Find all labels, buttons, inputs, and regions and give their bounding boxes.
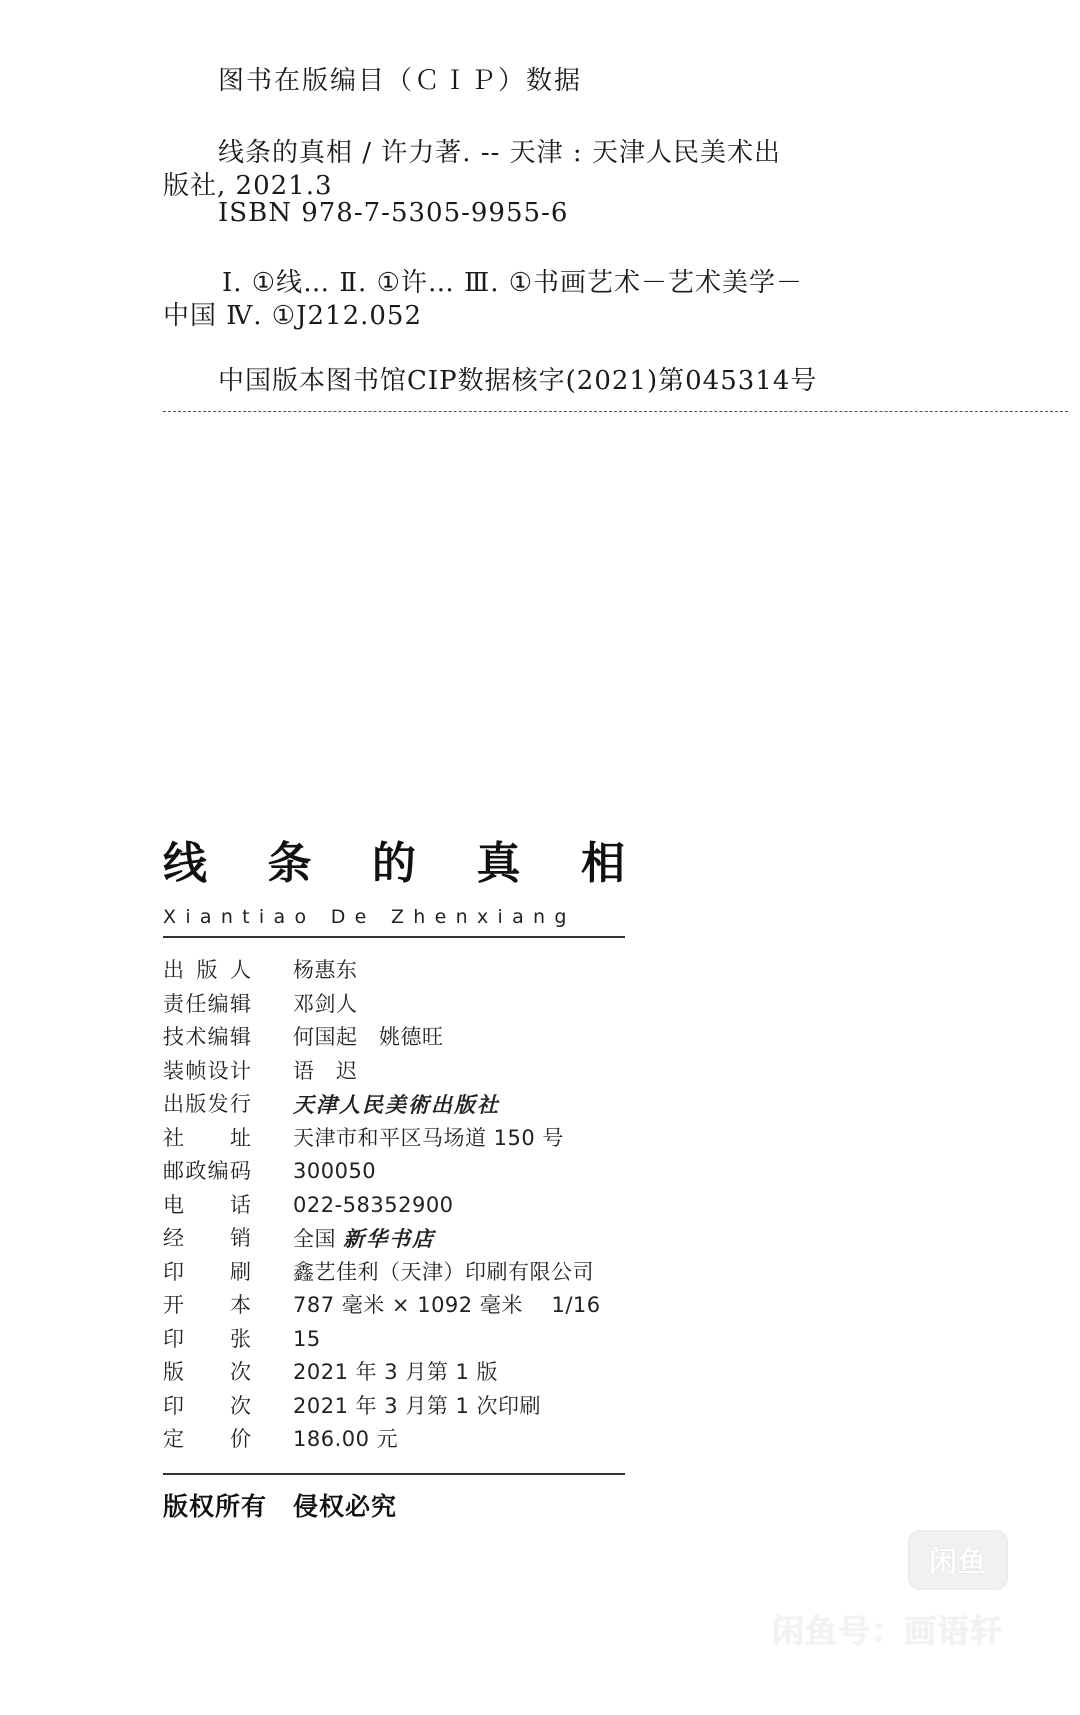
info-row	[163, 1088, 625, 1122]
info-label-char: 销	[230, 1226, 251, 1250]
info-row	[163, 1021, 625, 1055]
info-label-char: 次	[230, 1393, 251, 1418]
info-value: 何国起 姚德旺	[293, 1025, 444, 1049]
info-label-char: 版	[163, 1360, 184, 1384]
info-label	[163, 954, 251, 988]
info-label-char: 价	[230, 1427, 251, 1451]
colophon-bottom-rule	[163, 1473, 625, 1475]
info-row	[163, 1289, 625, 1323]
info-label-char: 版	[185, 1092, 207, 1116]
info-label	[163, 1256, 251, 1290]
info-label-char: 责	[163, 991, 184, 1016]
info-label-char: 定	[163, 1427, 184, 1451]
info-row	[163, 1155, 625, 1189]
copyright-part-1: 版权所有	[163, 1491, 268, 1521]
info-label-char: 政	[185, 1159, 207, 1183]
colophon-top-rule	[163, 936, 625, 938]
copyright-part-2: 侵权必究	[293, 1491, 398, 1521]
info-value: 2021 年 3 月第 1 次印刷	[293, 1393, 542, 1418]
info-label-char: 电	[163, 1192, 184, 1217]
colophon	[163, 838, 625, 1523]
cip-classification-line-2: 中国 Ⅳ. ①J212.052	[163, 301, 423, 331]
info-row	[163, 1055, 625, 1089]
watermark-text: 闲鱼号：画语轩	[772, 1612, 1004, 1650]
info-label-char: 术	[185, 1025, 207, 1049]
info-label	[163, 1289, 251, 1323]
info-label-char: 出	[163, 958, 184, 982]
info-label-char: 行	[229, 1092, 251, 1116]
info-value	[293, 1222, 435, 1256]
info-value: 15	[293, 1326, 321, 1351]
info-label-char: 计	[229, 1058, 251, 1083]
book-title	[163, 838, 625, 890]
info-label	[163, 1323, 251, 1357]
info-label-char: 发	[207, 1092, 229, 1116]
info-label-char: 次	[230, 1360, 251, 1384]
info-label-char: 辑	[229, 991, 251, 1016]
publication-info-table	[163, 954, 625, 1457]
info-label-char: 邮	[163, 1159, 184, 1183]
info-value: 186.00 元	[293, 1427, 399, 1451]
info-value: 022-58352900	[293, 1192, 454, 1217]
book-title-char: 的	[372, 838, 416, 889]
info-row	[163, 988, 625, 1022]
info-label-char: 印	[163, 1393, 184, 1418]
info-label-char: 出	[163, 1092, 184, 1116]
info-label-char: 本	[230, 1293, 251, 1317]
info-label-char: 话	[230, 1192, 251, 1217]
cip-classification-line-1: Ⅰ. ①线… Ⅱ. ①许… Ⅲ. ①书画艺术－艺术美学－	[222, 268, 804, 298]
info-value: 鑫艺佳利（天津）印刷有限公司	[293, 1259, 594, 1284]
info-label-char: 辑	[229, 1025, 251, 1049]
info-label-char: 开	[163, 1293, 184, 1317]
info-label-char: 码	[229, 1159, 251, 1183]
book-title-char: 条	[267, 838, 312, 889]
info-label-char: 经	[163, 1226, 184, 1250]
info-label-char: 印	[163, 1326, 184, 1351]
info-row	[163, 1323, 625, 1357]
info-label	[163, 1222, 251, 1256]
info-label-char: 社	[163, 1125, 184, 1150]
info-row	[163, 954, 625, 988]
info-row	[163, 1222, 625, 1256]
book-title-pinyin: Xiantiao De Zhenxiang	[163, 906, 576, 928]
info-label-char: 设	[207, 1058, 229, 1083]
book-title-char: 线	[163, 838, 207, 889]
copyright-notice	[163, 1487, 625, 1523]
info-label-char: 张	[230, 1326, 251, 1351]
info-value: 杨惠东	[293, 958, 358, 982]
info-label-char: 技	[163, 1025, 184, 1049]
info-value: 300050	[293, 1159, 377, 1183]
info-label	[163, 1021, 251, 1055]
info-label	[163, 1155, 251, 1189]
info-label-char: 编	[207, 1025, 229, 1049]
info-label-char: 刷	[230, 1259, 251, 1284]
info-value: 天津人民美術出版社	[293, 1092, 500, 1117]
info-label	[163, 1356, 251, 1390]
info-row	[163, 1189, 625, 1223]
info-label-char: 人	[230, 958, 251, 982]
watermark-logo: 闲鱼	[908, 1530, 1008, 1590]
info-row	[163, 1423, 625, 1457]
info-row	[163, 1256, 625, 1290]
info-value: 语 迟	[293, 1058, 358, 1083]
info-value: 邓剑人	[293, 991, 358, 1016]
info-label-char: 装	[163, 1058, 184, 1083]
info-label-char: 印	[163, 1259, 184, 1284]
info-value: 2021 年 3 月第 1 版	[293, 1360, 499, 1384]
info-row	[163, 1390, 625, 1424]
info-label	[163, 988, 251, 1022]
info-value-calligraphy: 新华书店	[343, 1226, 436, 1251]
book-title-char: 真	[476, 838, 521, 889]
info-label	[163, 1390, 251, 1424]
cip-record-number: 中国版本图书馆CIP数据核字(2021)第045314号	[218, 366, 818, 396]
info-value: 787 毫米 × 1092 毫米 1/16	[293, 1293, 601, 1317]
info-value: 天津市和平区马场道 150 号	[293, 1125, 564, 1150]
cip-isbn: ISBN 978-7-5305-9955-6	[218, 198, 569, 228]
info-label-char: 帧	[185, 1058, 207, 1083]
info-label	[163, 1088, 251, 1122]
info-label-char: 版	[196, 958, 218, 982]
info-label-char: 编	[207, 991, 229, 1016]
cip-heading: 图书在版编目（ＣＩＰ）数据	[218, 66, 583, 96]
info-row	[163, 1122, 625, 1156]
info-label	[163, 1423, 251, 1457]
cip-title-line-2: 版社, 2021.3	[163, 171, 333, 201]
cip-title-line-1: 线条的真相 / 许力著. -- 天津 : 天津人民美术出	[218, 138, 781, 168]
info-value-prefix: 全国	[293, 1227, 344, 1251]
info-label-char: 编	[207, 1159, 229, 1183]
book-title-char: 相	[581, 838, 625, 889]
info-row	[163, 1356, 625, 1390]
info-label	[163, 1189, 251, 1223]
info-label	[163, 1122, 251, 1156]
info-label-char: 任	[185, 991, 207, 1016]
info-label-char: 址	[230, 1125, 251, 1150]
info-label	[163, 1055, 251, 1089]
cip-dashed-divider	[163, 411, 1068, 412]
